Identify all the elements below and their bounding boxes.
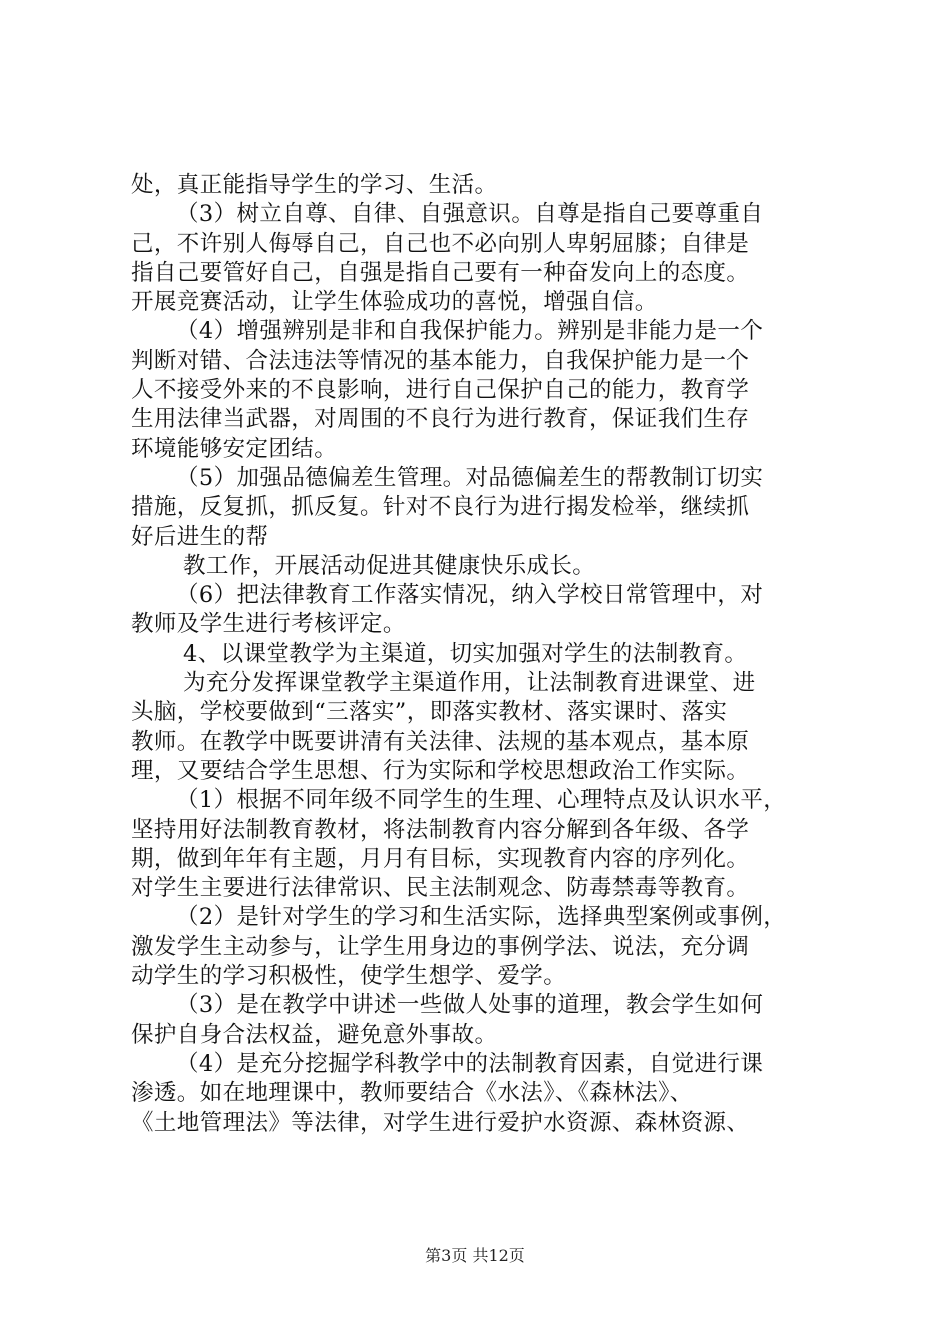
text-line: 理，又要结合学生思想、行为实际和学校思想政治工作实际。: [131, 757, 750, 784]
text-line: 人不接受外来的不良影响，进行自己保护自己的能力，教育学: [131, 377, 750, 404]
text-line: 己，不许别人侮辱自己，自己也不必向别人卑躬屈膝；自律是: [131, 230, 750, 257]
text-line: 坚持用好法制教育教材，将法制教育内容分解到各年级、各学: [131, 816, 750, 843]
text-line: 教工作，开展活动促进其健康快乐成长。: [183, 552, 596, 579]
text-line: 《土地管理法》等法律，对学生进行爱护水资源、森林资源、: [131, 1109, 750, 1136]
text-line: 好后进生的帮: [131, 523, 269, 550]
text-line: （4）增强辨别是非和自我保护能力。辨别是非能力是一个: [176, 318, 764, 345]
text-line: 环境能够安定团结。: [131, 435, 338, 462]
text-line: 激发学生主动参与，让学生用身边的事例学法、说法，充分调: [131, 933, 750, 960]
text-line: 处，真正能指导学生的学习、生活。: [131, 172, 498, 198]
text-line: 渗透。如在地理课中，教师要结合《水法》、《森林法》、: [131, 1080, 693, 1107]
text-line: （5）加强品德偏差生管理。对品德偏差生的帮教制订切实: [176, 464, 764, 491]
document-body: [131, 171, 831, 1138]
text-line: 教师。在教学中既要讲清有关法律、法规的基本观点，基本原: [131, 728, 750, 755]
text-line: （3）是在教学中讲述一些做人处事的道理，教会学生如何: [176, 992, 764, 1019]
page-footer: 第3页 共12页: [425, 1246, 525, 1265]
text-line: （6）把法律教育工作落实情况，纳入学校日常管理中，对: [176, 582, 764, 609]
text-line: 保护自身合法权益，避免意外事故。: [131, 1021, 498, 1048]
text-line: （3）树立自尊、自律、自强意识。自尊是指自己要尊重自: [176, 201, 764, 228]
text-line: （1）根据不同年级不同学生的生理、心理特点及认识水平，: [176, 787, 787, 814]
text-line: 动学生的学习积极性，使学生想学、爱学。: [131, 963, 567, 990]
text-line: （4）是充分挖掘学科教学中的法制教育因素，自觉进行课: [176, 1050, 764, 1077]
text-line: 指自己要管好自己，自强是指自己要有一种奋发向上的态度。: [131, 259, 750, 286]
text-line: 为充分发挥课堂教学主渠道作用，让法制教育进课堂、进: [183, 670, 756, 697]
text-line: 期，做到年年有主题，月月有目标，实现教育内容的序列化。: [131, 845, 750, 872]
text-line: （2）是针对学生的学习和生活实际，选择典型案例或事例，: [176, 904, 787, 931]
text-line: 措施，反复抓，抓反复。针对不良行为进行揭发检举，继续抓: [131, 494, 750, 521]
text-line: 开展竞赛活动，让学生体验成功的喜悦，增强自信。: [131, 289, 658, 316]
text-line: 对学生主要进行法律常识、民主法制观念、防毒禁毒等教育。: [131, 875, 750, 902]
text-line: 头脑，学校要做到“三落实”，即落实教材、落实课时、落实: [131, 699, 728, 726]
text-line: 教师及学生进行考核评定。: [131, 611, 406, 638]
section-heading: 4、以课堂教学为主渠道，切实加强对学生的法制教育。: [183, 640, 748, 667]
text-line: 生用法律当武器，对周围的不良行为进行教育，保证我们生存: [131, 406, 750, 433]
text-line: 判断对错、合法违法等情况的基本能力，自我保护能力是一个: [131, 347, 750, 374]
